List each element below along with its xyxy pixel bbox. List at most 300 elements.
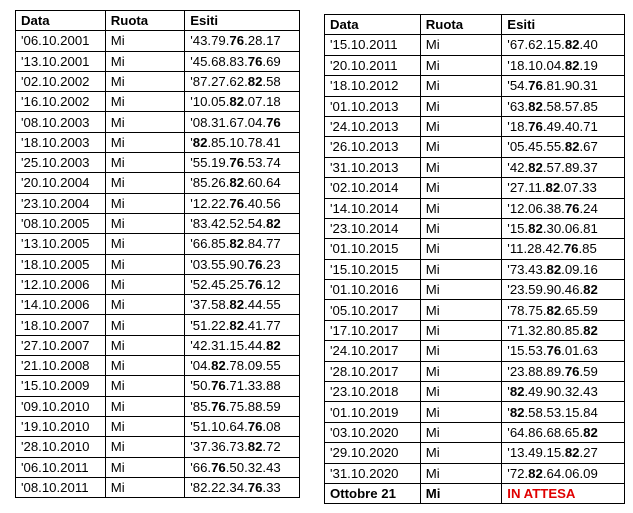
table-row bbox=[16, 153, 300, 173]
esiti-after: .49.90.32.43 bbox=[524, 384, 598, 400]
table-row bbox=[16, 193, 300, 213]
esiti-before: '18.10.04. bbox=[507, 57, 565, 73]
table-row bbox=[16, 254, 300, 274]
cell-data: '24.10.2013 bbox=[325, 116, 421, 136]
cell-ruota: Mi bbox=[105, 92, 184, 112]
table-row bbox=[325, 382, 625, 402]
esiti-after: .59 bbox=[579, 363, 598, 379]
cell-esiti bbox=[502, 300, 625, 320]
esiti-after: .67 bbox=[579, 139, 598, 155]
cell-ruota: Mi bbox=[105, 132, 184, 152]
cell-esiti bbox=[502, 280, 625, 300]
esiti-highlight: 82 bbox=[229, 94, 245, 110]
esiti-highlight: 76 bbox=[229, 195, 245, 211]
cell-ruota: Mi bbox=[420, 402, 502, 422]
table-row bbox=[325, 300, 625, 320]
esiti-before: '51.10.64. bbox=[190, 418, 248, 434]
table-row bbox=[16, 213, 300, 233]
cell-esiti bbox=[185, 335, 300, 355]
esiti-highlight: 76 bbox=[266, 114, 281, 130]
esiti-highlight: 76 bbox=[247, 276, 263, 292]
cell-esiti bbox=[185, 153, 300, 173]
cell-data: '18.10.2012 bbox=[325, 76, 421, 96]
table-row bbox=[325, 443, 625, 463]
esiti-before: '71.32.80.85. bbox=[507, 322, 584, 338]
cell-ruota: Mi bbox=[420, 443, 502, 463]
esiti-highlight: 82 bbox=[564, 57, 580, 73]
esiti-before: '78.75. bbox=[507, 302, 547, 318]
esiti-highlight: 82 bbox=[546, 302, 562, 318]
table-row bbox=[16, 71, 300, 91]
esiti-before: '23.88.89. bbox=[507, 363, 565, 379]
cell-esiti bbox=[502, 239, 625, 259]
esiti-before: '85. bbox=[190, 398, 212, 414]
esiti-after: .24 bbox=[579, 200, 598, 216]
esiti-highlight: 76 bbox=[247, 479, 263, 495]
cell-ruota: Mi bbox=[105, 315, 184, 335]
esiti-after: .33 bbox=[262, 479, 281, 495]
cell-esiti bbox=[185, 254, 300, 274]
cell-ruota: Mi bbox=[105, 112, 184, 132]
esiti-before: '54. bbox=[507, 78, 529, 94]
cell-esiti bbox=[502, 76, 625, 96]
esiti-highlight: 82 bbox=[564, 139, 580, 155]
esiti-before: '52.45.25. bbox=[190, 276, 248, 292]
esiti-after: .49.40.71 bbox=[542, 119, 598, 135]
esiti-after: .69 bbox=[262, 53, 281, 69]
cell-ruota: Mi bbox=[420, 116, 502, 136]
table-row bbox=[16, 457, 300, 477]
table-row bbox=[325, 361, 625, 381]
esiti-highlight: 82 bbox=[229, 236, 245, 252]
esiti-before: ' bbox=[507, 384, 510, 400]
esiti-before: '37.58. bbox=[190, 297, 230, 313]
table-row bbox=[16, 274, 300, 294]
header-data: Data bbox=[16, 11, 106, 31]
cell-esiti bbox=[185, 477, 300, 497]
cell-ruota: Mi bbox=[420, 300, 502, 320]
table-row bbox=[325, 137, 625, 157]
cell-esiti bbox=[185, 295, 300, 315]
esiti-highlight: 82 bbox=[545, 180, 561, 196]
esiti-after: .30.06.81 bbox=[542, 221, 598, 236]
cell-data: '23.10.2014 bbox=[325, 218, 421, 238]
cell-esiti bbox=[185, 31, 300, 51]
esiti-after: .81.90.31 bbox=[542, 78, 598, 94]
esiti-highlight: 76 bbox=[564, 363, 580, 379]
esiti-before: '10.05. bbox=[190, 94, 230, 110]
esiti-after: .40.56 bbox=[244, 195, 281, 211]
table-row bbox=[325, 341, 625, 361]
esiti-after: .58 bbox=[262, 73, 281, 89]
cell-ruota: Mi bbox=[105, 376, 184, 396]
esiti-before: '08.31.67.04. bbox=[190, 114, 267, 130]
esiti-before: '43.79. bbox=[190, 33, 230, 49]
esiti-before: '64.86.68.65. bbox=[507, 424, 584, 440]
header-esiti: Esiti bbox=[502, 15, 625, 35]
esiti-highlight: 76 bbox=[211, 398, 226, 414]
table-row bbox=[16, 295, 300, 315]
esiti-before: '13.49.15. bbox=[507, 445, 565, 461]
esiti-after: .40 bbox=[579, 37, 598, 53]
esiti-before: ' bbox=[507, 404, 510, 420]
esiti-highlight: 76 bbox=[211, 378, 226, 394]
cell-ruota: Mi bbox=[420, 178, 502, 198]
esiti-after: .60.64 bbox=[244, 175, 281, 191]
cell-ruota: Mi bbox=[420, 463, 502, 483]
esiti-before: '12.06.38. bbox=[507, 200, 565, 216]
esiti-after: .44.55 bbox=[244, 297, 281, 313]
esiti-before: ' bbox=[190, 134, 193, 150]
cell-ruota: Mi bbox=[105, 356, 184, 376]
header-ruota: Ruota bbox=[420, 15, 502, 35]
esiti-before: '37.36.73. bbox=[190, 439, 248, 455]
footer-ruota: Mi bbox=[420, 483, 502, 503]
cell-ruota: Mi bbox=[420, 259, 502, 279]
cell-esiti bbox=[185, 193, 300, 213]
table-row bbox=[325, 402, 625, 422]
footer-data: Ottobre 21 bbox=[325, 483, 421, 503]
esiti-after: .64.06.09 bbox=[542, 465, 598, 481]
cell-esiti bbox=[502, 55, 625, 75]
cell-esiti bbox=[502, 422, 625, 442]
cell-ruota: Mi bbox=[105, 173, 184, 193]
cell-data: '20.10.2011 bbox=[325, 55, 421, 75]
table-row bbox=[325, 35, 625, 55]
table-row bbox=[16, 376, 300, 396]
cell-esiti bbox=[502, 402, 625, 422]
cell-data: '13.10.2005 bbox=[16, 234, 106, 254]
esiti-after: .85.10.78.41 bbox=[207, 134, 281, 150]
header-data: Data bbox=[325, 15, 421, 35]
esiti-highlight: 82 bbox=[192, 134, 208, 150]
esiti-before: '27.11. bbox=[507, 180, 546, 196]
esiti-highlight: 82 bbox=[229, 317, 245, 333]
esiti-before: '05.45.55. bbox=[507, 139, 565, 155]
esiti-highlight: 76 bbox=[229, 33, 245, 49]
table-row bbox=[16, 437, 300, 457]
esiti-before: '50. bbox=[190, 378, 212, 394]
cell-ruota: Mi bbox=[420, 96, 502, 116]
cell-esiti bbox=[185, 51, 300, 71]
esiti-highlight: 76 bbox=[247, 256, 263, 272]
table-row bbox=[325, 157, 625, 177]
cell-data: '13.10.2001 bbox=[16, 51, 106, 71]
esiti-before: '66.85. bbox=[190, 236, 230, 252]
cell-esiti bbox=[185, 132, 300, 152]
esiti-highlight: 82 bbox=[546, 261, 562, 277]
cell-data: '19.10.2010 bbox=[16, 416, 106, 436]
cell-ruota: Mi bbox=[420, 320, 502, 340]
esiti-before: '42.31.15.44. bbox=[190, 337, 267, 353]
cell-data: '14.10.2006 bbox=[16, 295, 106, 315]
cell-data: '24.10.2017 bbox=[325, 341, 421, 361]
cell-esiti bbox=[502, 463, 625, 483]
cell-ruota: Mi bbox=[420, 137, 502, 157]
esiti-after: .85 bbox=[578, 241, 597, 257]
esiti-highlight: 82 bbox=[509, 404, 525, 420]
cell-data: '15.10.2015 bbox=[325, 259, 421, 279]
esiti-before: '04. bbox=[190, 358, 212, 374]
cell-esiti bbox=[502, 320, 625, 340]
esiti-highlight: 82 bbox=[564, 445, 580, 461]
left-table-body bbox=[16, 31, 300, 498]
table-row bbox=[325, 239, 625, 259]
esiti-before: '42. bbox=[507, 159, 529, 175]
esiti-highlight: 82 bbox=[583, 424, 598, 440]
cell-ruota: Mi bbox=[105, 335, 184, 355]
esiti-highlight: 82 bbox=[528, 98, 543, 114]
table-row bbox=[16, 315, 300, 335]
esiti-highlight: 76 bbox=[564, 200, 580, 216]
table-row bbox=[325, 76, 625, 96]
table-row bbox=[16, 31, 300, 51]
esiti-after: .07.18 bbox=[244, 94, 281, 110]
cell-ruota: Mi bbox=[420, 382, 502, 402]
cell-esiti bbox=[502, 96, 625, 116]
table-row bbox=[325, 259, 625, 279]
esiti-highlight: 76 bbox=[229, 155, 245, 171]
esiti-after: .53.74 bbox=[244, 155, 281, 171]
esiti-after: .23 bbox=[262, 256, 281, 272]
esiti-after: .58.57.85 bbox=[542, 98, 598, 114]
esiti-before: '11.28.42. bbox=[507, 241, 564, 257]
esiti-before: '73.43. bbox=[507, 261, 547, 277]
cell-data: '12.10.2006 bbox=[16, 274, 106, 294]
cell-data: '23.10.2004 bbox=[16, 193, 106, 213]
cell-ruota: Mi bbox=[105, 213, 184, 233]
cell-esiti bbox=[185, 92, 300, 112]
cell-data: '08.10.2005 bbox=[16, 213, 106, 233]
header-esiti: Esiti bbox=[185, 11, 300, 31]
cell-data: '31.10.2013 bbox=[325, 157, 421, 177]
esiti-before: '83.42.52.54. bbox=[190, 216, 267, 232]
esiti-after: .75.88.59 bbox=[225, 398, 281, 414]
esiti-highlight: 82 bbox=[229, 175, 245, 191]
esiti-after: .50.32.43 bbox=[225, 459, 281, 475]
cell-data: '06.10.2011 bbox=[16, 457, 106, 477]
esiti-highlight: 76 bbox=[247, 418, 263, 434]
esiti-after: .07.33 bbox=[560, 180, 597, 196]
cell-esiti bbox=[502, 116, 625, 136]
cell-data: '29.10.2020 bbox=[325, 443, 421, 463]
cell-data: '28.10.2017 bbox=[325, 361, 421, 381]
cell-esiti bbox=[502, 259, 625, 279]
footer-esiti-pending: IN ATTESA bbox=[502, 483, 625, 503]
esiti-highlight: 82 bbox=[564, 37, 580, 53]
pending-row bbox=[325, 483, 625, 503]
esiti-before: '63. bbox=[507, 98, 529, 114]
table-row bbox=[325, 55, 625, 75]
esiti-before: '51.22. bbox=[190, 317, 230, 333]
cell-esiti bbox=[185, 457, 300, 477]
cell-data: '31.10.2020 bbox=[325, 463, 421, 483]
esiti-after: .57.89.37 bbox=[542, 159, 598, 175]
cell-ruota: Mi bbox=[105, 477, 184, 497]
esiti-highlight: 76 bbox=[528, 78, 543, 94]
esiti-after: .71.33.88 bbox=[225, 378, 281, 394]
esiti-before: '18. bbox=[507, 119, 529, 135]
esiti-after: .19 bbox=[579, 57, 598, 73]
esiti-highlight: 82 bbox=[266, 216, 281, 232]
table-row bbox=[16, 173, 300, 193]
esiti-after: .27 bbox=[579, 445, 598, 461]
esiti-highlight: 82 bbox=[528, 221, 543, 236]
table-row bbox=[16, 396, 300, 416]
cell-ruota: Mi bbox=[420, 280, 502, 300]
cell-esiti bbox=[185, 356, 300, 376]
esiti-after: .08 bbox=[262, 418, 281, 434]
cell-esiti bbox=[502, 341, 625, 361]
esiti-after: .65.59 bbox=[561, 302, 598, 318]
table-row bbox=[325, 218, 625, 238]
cell-data: '26.10.2013 bbox=[325, 137, 421, 157]
cell-data: '18.10.2003 bbox=[16, 132, 106, 152]
table-row bbox=[325, 280, 625, 300]
table-row bbox=[16, 416, 300, 436]
table-row bbox=[16, 92, 300, 112]
cell-esiti bbox=[185, 213, 300, 233]
esiti-before: '03.55.90. bbox=[190, 256, 248, 272]
table-row bbox=[16, 112, 300, 132]
cell-data: '03.10.2020 bbox=[325, 422, 421, 442]
esiti-before: '87.27.62. bbox=[190, 73, 248, 89]
esiti-before: '66. bbox=[190, 459, 212, 475]
cell-ruota: Mi bbox=[105, 396, 184, 416]
cell-esiti bbox=[502, 137, 625, 157]
cell-data: '17.10.2017 bbox=[325, 320, 421, 340]
cell-data: '18.10.2005 bbox=[16, 254, 106, 274]
cell-ruota: Mi bbox=[105, 437, 184, 457]
table-row bbox=[16, 132, 300, 152]
cell-ruota: Mi bbox=[420, 341, 502, 361]
cell-ruota: Mi bbox=[105, 295, 184, 315]
cell-ruota: Mi bbox=[105, 71, 184, 91]
cell-ruota: Mi bbox=[420, 35, 502, 55]
esiti-highlight: 82 bbox=[247, 73, 263, 89]
esiti-highlight: 82 bbox=[229, 297, 245, 313]
cell-ruota: Mi bbox=[105, 193, 184, 213]
esiti-highlight: 82 bbox=[528, 159, 543, 175]
esiti-before: '85.26. bbox=[190, 175, 230, 191]
cell-esiti bbox=[185, 112, 300, 132]
cell-data: '09.10.2010 bbox=[16, 396, 106, 416]
table-row bbox=[16, 335, 300, 355]
cell-data: '08.10.2011 bbox=[16, 477, 106, 497]
esiti-highlight: 82 bbox=[583, 282, 598, 298]
cell-data: '14.10.2014 bbox=[325, 198, 421, 218]
cell-esiti bbox=[502, 443, 625, 463]
esiti-after: .28.17 bbox=[244, 33, 281, 49]
table-row bbox=[16, 51, 300, 71]
table-row bbox=[16, 477, 300, 497]
cell-data: '01.10.2013 bbox=[325, 96, 421, 116]
results-table-right bbox=[324, 14, 625, 504]
cell-ruota: Mi bbox=[420, 361, 502, 381]
esiti-highlight: 76 bbox=[546, 343, 562, 359]
esiti-before: '15. bbox=[507, 221, 529, 236]
cell-data: '23.10.2018 bbox=[325, 382, 421, 402]
cell-ruota: Mi bbox=[420, 76, 502, 96]
esiti-highlight: 82 bbox=[266, 337, 281, 353]
cell-ruota: Mi bbox=[105, 51, 184, 71]
header-row bbox=[325, 15, 625, 35]
esiti-after: .09.16 bbox=[561, 261, 598, 277]
cell-ruota: Mi bbox=[420, 239, 502, 259]
cell-esiti bbox=[502, 218, 625, 238]
esiti-highlight: 82 bbox=[528, 465, 543, 481]
cell-data: '02.10.2002 bbox=[16, 71, 106, 91]
cell-esiti bbox=[502, 382, 625, 402]
esiti-highlight: 82 bbox=[583, 322, 598, 338]
cell-esiti bbox=[185, 437, 300, 457]
cell-data: '01.10.2015 bbox=[325, 239, 421, 259]
cell-data: '18.10.2007 bbox=[16, 315, 106, 335]
cell-data: '05.10.2017 bbox=[325, 300, 421, 320]
esiti-after: .84.77 bbox=[244, 236, 281, 252]
esiti-highlight: 76 bbox=[528, 119, 543, 135]
cell-data: '06.10.2001 bbox=[16, 31, 106, 51]
cell-esiti bbox=[185, 71, 300, 91]
cell-data: '20.10.2004 bbox=[16, 173, 106, 193]
esiti-after: .41.77 bbox=[244, 317, 281, 333]
esiti-highlight: 82 bbox=[211, 358, 226, 374]
cell-esiti bbox=[185, 376, 300, 396]
cell-ruota: Mi bbox=[420, 198, 502, 218]
esiti-highlight: 82 bbox=[247, 439, 263, 455]
cell-esiti bbox=[185, 416, 300, 436]
cell-ruota: Mi bbox=[420, 55, 502, 75]
cell-ruota: Mi bbox=[420, 218, 502, 238]
esiti-before: '45.68.83. bbox=[190, 53, 248, 69]
cell-esiti bbox=[185, 315, 300, 335]
header-ruota: Ruota bbox=[105, 11, 184, 31]
cell-esiti bbox=[502, 198, 625, 218]
cell-data: '08.10.2003 bbox=[16, 112, 106, 132]
cell-esiti bbox=[185, 173, 300, 193]
esiti-highlight: 82 bbox=[509, 384, 525, 400]
cell-data: '28.10.2010 bbox=[16, 437, 106, 457]
cell-ruota: Mi bbox=[105, 31, 184, 51]
cell-ruota: Mi bbox=[105, 457, 184, 477]
table-row bbox=[325, 198, 625, 218]
cell-data: '27.10.2007 bbox=[16, 335, 106, 355]
cell-esiti bbox=[502, 35, 625, 55]
cell-ruota: Mi bbox=[105, 274, 184, 294]
table-row bbox=[16, 234, 300, 254]
cell-ruota: Mi bbox=[420, 157, 502, 177]
esiti-after: .12 bbox=[262, 276, 281, 292]
table-row bbox=[16, 356, 300, 376]
cell-data: '01.10.2016 bbox=[325, 280, 421, 300]
cell-data: '15.10.2011 bbox=[325, 35, 421, 55]
esiti-highlight: 76 bbox=[211, 459, 226, 475]
esiti-before: '23.59.90.46. bbox=[507, 282, 584, 298]
esiti-before: '67.62.15. bbox=[507, 37, 565, 53]
esiti-before: '72. bbox=[507, 465, 529, 481]
table-row bbox=[325, 422, 625, 442]
esiti-after: .58.53.15.84 bbox=[524, 404, 598, 420]
right-table-body bbox=[325, 35, 625, 484]
table-row bbox=[325, 320, 625, 340]
esiti-highlight: 76 bbox=[247, 53, 263, 69]
esiti-before: '15.53. bbox=[507, 343, 547, 359]
table-row bbox=[325, 96, 625, 116]
cell-esiti bbox=[502, 361, 625, 381]
table-row bbox=[325, 178, 625, 198]
cell-esiti bbox=[185, 274, 300, 294]
cell-data: '21.10.2008 bbox=[16, 356, 106, 376]
